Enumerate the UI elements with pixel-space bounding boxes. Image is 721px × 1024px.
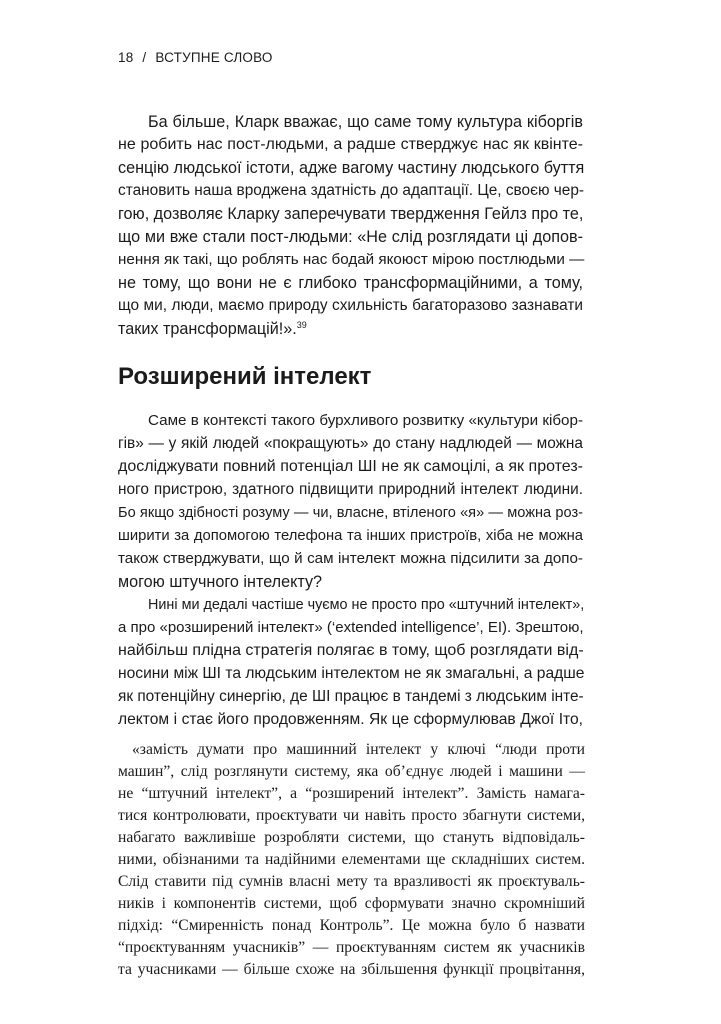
text-line: ширити за допомогою телефона та інших пристроїв, хіба не можна — [118, 528, 583, 544]
text-line: могою штучного інтелекту? — [118, 573, 323, 591]
quote-line: машин”, слід розглянути систему, яка об’єднує людей і машини — — [118, 763, 585, 780]
text-line: не робить нас пост-людьми, а радше стверджує нас як квінте- — [118, 136, 583, 153]
text-line: досліджувати повний потенціал ШІ не як самоцілі, а як протез- — [118, 458, 583, 475]
quote-line: тися контролювати, проєктувати чи навіть просто збагнути системи, — [118, 807, 585, 824]
footnote-ref: 39 — [296, 320, 307, 330]
text-line-last — [118, 319, 583, 339]
quote-line: «замість думати про машинний інтелект у ключі “люди проти — [132, 741, 585, 758]
text-line: найбільш плідна стратегія полягає в тому, щоб розглядати від- — [118, 642, 584, 659]
text-line: не тому, що вони не є глибоко трансформаційними, а тому, — [118, 274, 583, 292]
text-line: носини між ШІ та людським інтелектом не як змагальні, а радше — [118, 665, 585, 682]
quote-line: ників і компонентів системи, щоб сформувати значно скромніший — [118, 895, 585, 912]
running-head — [118, 50, 273, 65]
section-heading: Розширений інтелект — [118, 363, 372, 390]
text-line: а про «розширений інтелект» (‘extended intelligence’, EI). Зрештою, — [118, 619, 584, 636]
header-separator: / — [142, 50, 147, 65]
text-line: що ми вже стали пост-людьми: «Не слід розглядати ці допов- — [118, 228, 583, 246]
text-line: що ми, люди, маємо природу схильність багаторазово зазнавати — [118, 297, 583, 314]
text-line: сенцію людської істоти, адже вагому частину людського буття — [118, 159, 585, 177]
text-line: Ба більше, Кларк вважає, що саме тому культура кіборгів — [148, 113, 583, 131]
text-line: таких трансформацій!». — [118, 320, 297, 338]
quote-line: набагато важливіше розробляти системи, що стануть відповідаль- — [118, 829, 585, 846]
text-line: Саме в контексті такого бурхливого розвитку «культури кібор- — [148, 412, 583, 429]
text-line: Бо якщо здібності розуму — чи, власне, втіленого «я» — можна роз- — [118, 505, 583, 521]
text-line: також стверджувати, що й сам інтелект можна підсилити за допо- — [118, 550, 583, 567]
chapter-title: ВСТУПНЕ СЛОВО — [155, 50, 273, 65]
text-line: становить наша вроджена здатність до адаптації. Це, своєю чер- — [118, 182, 585, 199]
quote-line: ними, обізнаними та надійними елементами ще складніших систем. — [118, 851, 585, 868]
text-line: Нині ми дедалі частіше чуємо не просто про «штучний інтелект», — [148, 597, 585, 613]
quote-line: підхід: “Смиренність понад Контроль”. Це можна було б назвати — [118, 917, 585, 934]
text-line: гів» — у якій людей «покращують» до стану надлюдей — можна — [118, 435, 583, 452]
quote-line: Слід ставити під сумнів власні мету та вразливості як проєктуваль- — [118, 873, 585, 890]
text-line: гою, дозволяє Кларку заперечувати твердження Гейлз про те, — [118, 205, 584, 223]
text-line: нення як такі, що роблять нас бодай якоюст мірою постлюдьми — — [118, 251, 585, 268]
quote-line: “проєктуванням учасників” — проєктуванням систем як учасників — [118, 939, 585, 956]
text-line: як потенційну синергію, де ШІ працює в тандемі з людським інте- — [118, 688, 584, 705]
quote-line: та учасниками — більше схоже на збільшення функції процвітання, — [118, 961, 585, 978]
text-line: ного пристрою, здатного підвищити природний інтелект людини. — [118, 481, 583, 498]
page-number: 18 — [118, 50, 134, 65]
quote-line: не “штучний інтелект”, а “розширений інтелект”. Замість намага- — [118, 785, 585, 802]
text-line: лектом і стає його продовженням. Як це сформулював Джої Іто, — [118, 711, 583, 728]
